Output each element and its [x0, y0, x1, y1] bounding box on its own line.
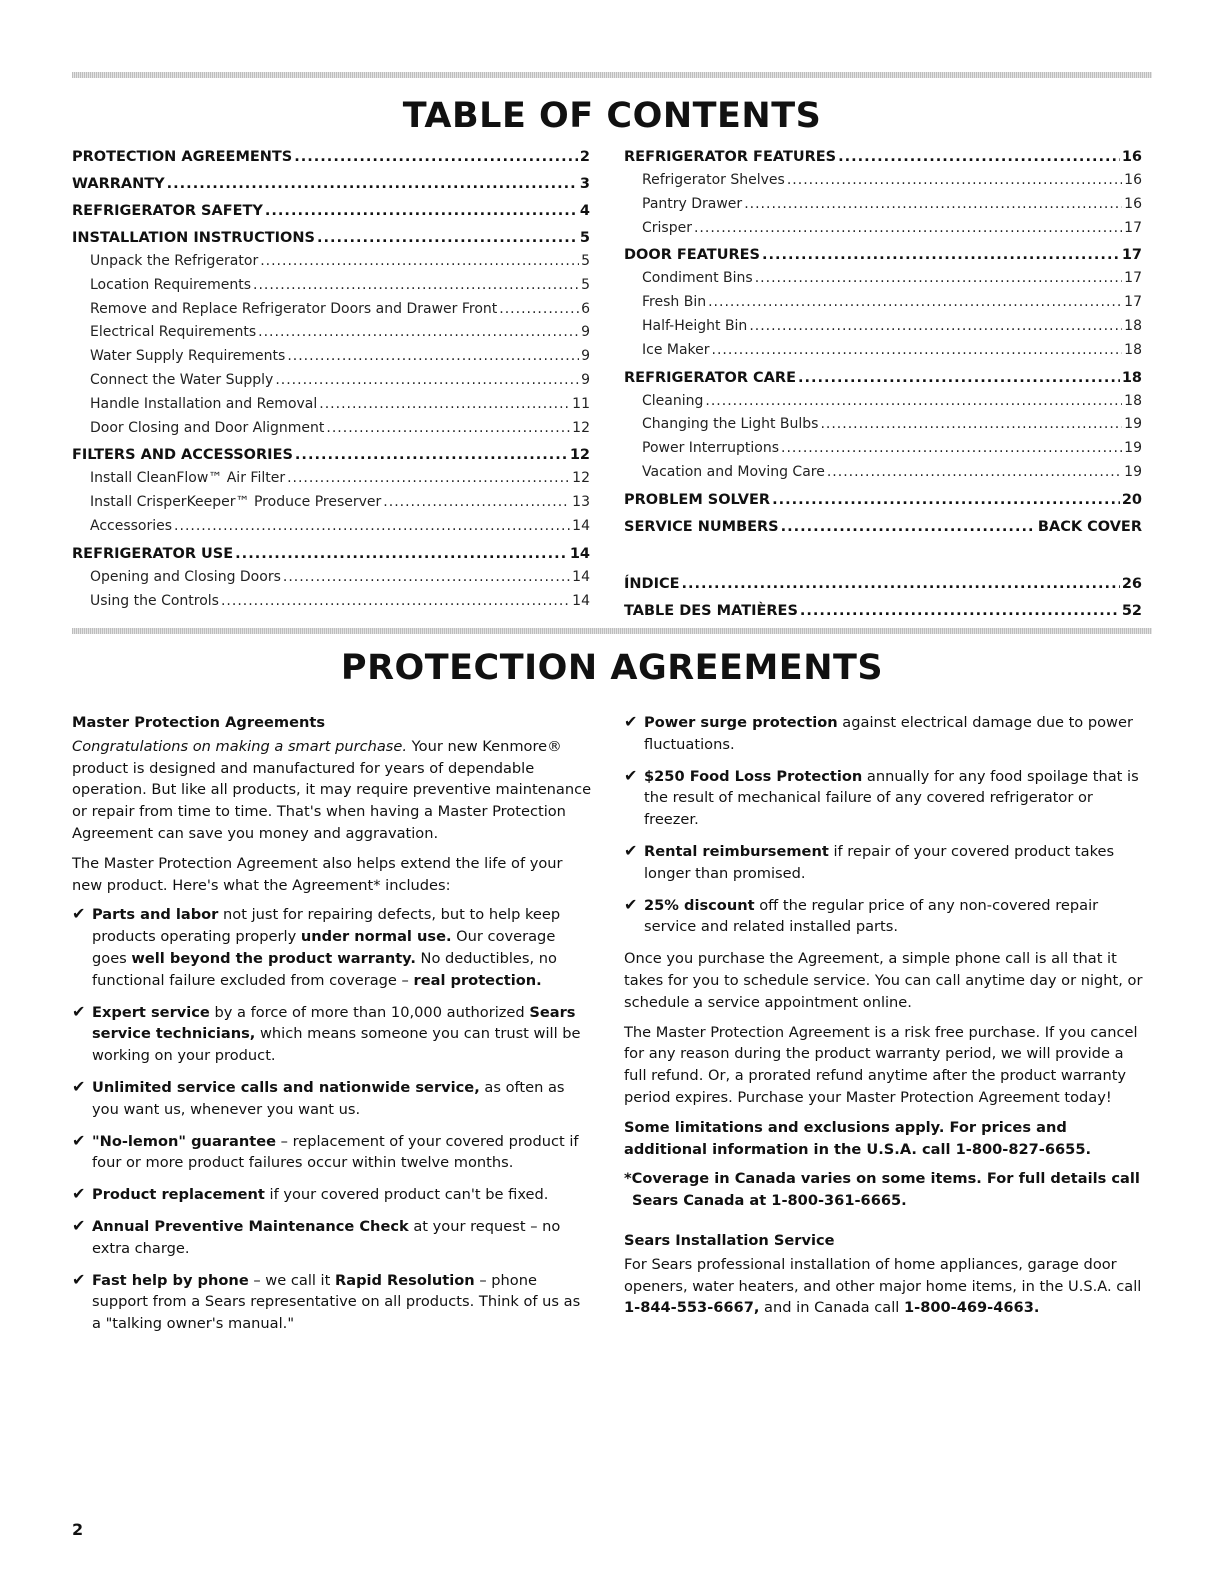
benefit-item [624, 766, 1144, 831]
toc-leader-dots [317, 226, 578, 250]
toc-entry-label: Electrical Requirements [90, 324, 257, 341]
toc-leader-dots [319, 393, 570, 417]
toc-section-entry[interactable] [72, 172, 590, 196]
toc-page-number: 26 [1121, 575, 1142, 592]
emphasis-text: 1-800-469-4663. [903, 1299, 1040, 1317]
toc-section-entry[interactable] [72, 443, 590, 467]
body-text: at your request – no extra charge. [92, 1217, 561, 1257]
checkmark-icon: ✔ [72, 1130, 86, 1150]
toc-entry-label: Install CrisperKeeper™ Produce Preserver [90, 494, 382, 511]
body-text: – we call it [248, 1271, 335, 1289]
toc-entry-label: Cleaning [642, 392, 704, 409]
body-text: – replacement of your covered product if four or more product failures occur within twelve months. [92, 1132, 579, 1172]
benefit-item [624, 841, 1144, 885]
benefit-text [644, 712, 1144, 756]
toc-page-number: 17 [1121, 247, 1142, 264]
toc-subentry[interactable] [624, 390, 1142, 414]
toc-entry-label: Power Interruptions [642, 440, 780, 457]
toc-leader-dots [798, 366, 1120, 390]
master-heading: Master Protection Agreements [72, 714, 326, 731]
toc-subentry[interactable] [624, 217, 1142, 241]
body-text: Our coverage goes [92, 928, 556, 967]
toc-leader-dots [295, 443, 568, 467]
emphasis-text: 25% discount [644, 896, 755, 914]
toc-subentry[interactable] [624, 315, 1142, 339]
protection-left-column [72, 712, 592, 1345]
toc-page-number: 2 [579, 149, 590, 165]
toc-title: TABLE OF CONTENTS [402, 96, 822, 136]
toc-leader-dots [800, 599, 1120, 623]
toc-page-number: 18 [1124, 317, 1142, 334]
benefit-text [92, 904, 592, 991]
install-paragraph [624, 1254, 1144, 1319]
toc-page-number: 18 [1124, 341, 1142, 358]
toc-entry-label: Using the Controls [90, 592, 219, 609]
canada-note: *Coverage in Canada varies on some items. For full details call Sears Canada at 1-800-361-6665. [624, 1170, 1140, 1210]
emphasis-text: Product replacement [92, 1186, 265, 1204]
intro-paragraph-2: The Master Protection Agreement also helps extend the life of your new product. Here's what the Agreement* includes: [72, 854, 563, 894]
toc-page-number: 19 [1124, 440, 1142, 457]
toc-page-number: 9 [581, 348, 590, 365]
toc-section-entry[interactable] [624, 243, 1142, 267]
toc-leader-dots [287, 467, 570, 491]
checkmark-icon: ✔ [72, 1001, 86, 1021]
toc-entry-label: Ice Maker [642, 341, 710, 358]
toc-page-number: 14 [572, 568, 590, 585]
toc-page-number: 18 [1121, 369, 1142, 386]
toc-subentry[interactable] [72, 417, 590, 441]
toc-page-number: 16 [1124, 172, 1142, 188]
emphasis-text: $250 Food Loss Protection [644, 767, 863, 785]
toc-leader-dots [708, 291, 1122, 315]
benefit-item [624, 712, 1144, 756]
toc-left-column [72, 145, 590, 613]
benefit-item [72, 1002, 592, 1067]
toc-section-entry[interactable] [72, 199, 590, 223]
toc-section-entry[interactable] [624, 145, 1142, 169]
benefit-list-left [72, 904, 592, 1335]
toc-subentry[interactable] [624, 193, 1142, 217]
benefit-text [92, 1002, 592, 1067]
toc-subentry[interactable] [624, 291, 1142, 315]
toc-subentry[interactable] [72, 515, 590, 539]
toc-section-entry[interactable] [624, 515, 1142, 539]
toc-page-number: 11 [572, 395, 590, 412]
toc-entry-label: Fresh Bin [642, 294, 707, 311]
toc-entry-label: Connect the Water Supply [90, 371, 274, 388]
toc-subentry[interactable] [624, 461, 1142, 485]
benefit-item [72, 1131, 592, 1175]
limitations-note: Some limitations and exclusions apply. For prices and additional information in the U.S.A. call 1-800-827-6655. [624, 1118, 1092, 1158]
risk-free-paragraph: The Master Protection Agreement is a risk free purchase. If you cancel for any reason during the product warranty period, we will provide a full refund. Or, a prorated refund anytime after the product warranty period expires. Purchase your Master Protection Agreement today! [624, 1023, 1138, 1106]
benefit-text [92, 1131, 592, 1175]
emphasis-text: Rental reimbursement [644, 842, 829, 860]
benefit-item [72, 1184, 592, 1206]
toc-subentry[interactable] [624, 437, 1142, 461]
toc-leader-dots [787, 169, 1122, 193]
toc-leader-dots [499, 298, 579, 322]
emphasis-text: Power surge protection [644, 714, 838, 731]
toc-entry-label: REFRIGERATOR SAFETY [72, 203, 263, 219]
toc-entry-label: DOOR FEATURES [624, 247, 760, 264]
toc-subentry[interactable] [72, 467, 590, 491]
toc-entry-label: Remove and Replace Refrigerator Doors and Drawer Front [90, 300, 498, 317]
toc-leader-dots [705, 390, 1122, 414]
toc-page-number: 19 [1124, 416, 1142, 433]
toc-right-column [624, 145, 1142, 623]
toc-page-number: 13 [572, 494, 590, 511]
toc-entry-label: FILTERS AND ACCESSORIES [72, 447, 293, 464]
toc-subentry[interactable] [624, 267, 1142, 291]
toc-leader-dots [762, 243, 1120, 267]
toc-leader-dots [221, 590, 570, 614]
toc-leader-dots [253, 274, 579, 298]
toc-subentry[interactable] [72, 345, 590, 369]
body-text: off the regular price of any non-covered repair service and related installed parts. [644, 896, 1099, 936]
toc-entry-label: INSTALLATION INSTRUCTIONS [72, 230, 315, 246]
benefit-item [72, 1216, 592, 1260]
toc-page-number: 14 [572, 592, 590, 609]
benefit-text [92, 1077, 592, 1121]
toc-leader-dots [820, 413, 1122, 437]
toc-leader-dots [167, 172, 578, 196]
toc-entry-label: PROTECTION AGREEMENTS [72, 149, 293, 165]
toc-page-number: 3 [579, 176, 590, 192]
checkmark-icon: ✔ [624, 712, 638, 731]
body-text: not just for repairing defects, but to help keep products operating properly [92, 906, 561, 946]
toc-page-number: 52 [1121, 602, 1142, 619]
toc-subentry[interactable] [72, 321, 590, 345]
toc-page-number: 14 [569, 545, 590, 562]
body-text: which means someone you can trust will be working on your product. [92, 1025, 581, 1065]
toc-entry-label: Crisper [642, 219, 692, 236]
toc-subentry[interactable] [624, 169, 1142, 193]
benefit-text [92, 1270, 592, 1335]
toc-page-number: BACK COVER [1037, 518, 1142, 535]
toc-entry-label: PROBLEM SOLVER [624, 491, 771, 508]
toc-entry-label: Unpack the Refrigerator [90, 253, 259, 269]
toc-section-entry[interactable] [72, 226, 590, 250]
checkmark-icon: ✔ [72, 1184, 86, 1204]
emphasis-text: Annual Preventive Maintenance Check [92, 1217, 409, 1235]
toc-section-entry[interactable] [624, 488, 1142, 512]
benefit-item [624, 895, 1144, 939]
toc-leader-dots [712, 339, 1123, 363]
toc-entry-label: REFRIGERATOR USE [72, 545, 234, 562]
checkmark-icon: ✔ [72, 1076, 86, 1096]
checkmark-icon: ✔ [72, 904, 86, 924]
toc-subentry[interactable] [72, 393, 590, 417]
toc-leader-dots [755, 267, 1122, 291]
toc-leader-dots [781, 515, 1036, 539]
body-text: against electrical damage due to power fluctuations. [644, 714, 1133, 753]
toc-page-number: 12 [572, 419, 590, 436]
toc-page-number: 12 [569, 447, 590, 464]
toc-entry-label: Refrigerator Shelves [642, 172, 785, 188]
toc-entry-label: REFRIGERATOR CARE [624, 369, 796, 386]
toc-subentry[interactable] [72, 250, 590, 274]
benefit-item [72, 904, 592, 991]
body-text: and in Canada call [759, 1299, 904, 1317]
toc-entry-label: Vacation and Moving Care [642, 463, 825, 480]
emphasis-text: Rapid Resolution [334, 1271, 475, 1289]
toc-page-number: 9 [581, 324, 590, 341]
toc-entry-label: Install CleanFlow™ Air Filter [90, 470, 286, 487]
toc-entry-label: SERVICE NUMBERS [624, 518, 779, 535]
toc-entry-label: Door Closing and Door Alignment [90, 419, 325, 436]
benefit-text [644, 766, 1144, 831]
emphasis-text: well beyond the product warranty. [131, 949, 416, 967]
checkmark-icon: ✔ [624, 894, 638, 914]
checkmark-icon: ✔ [624, 765, 638, 785]
toc-subentry[interactable] [72, 369, 590, 393]
toc-page-number: 19 [1124, 463, 1142, 480]
toc-page-number: 12 [572, 470, 590, 487]
toc-section-entry[interactable] [624, 599, 1142, 623]
body-text: annually for any food spoilage that is the result of mechanical failure of any covered refrigerator or freezer. [644, 767, 1139, 829]
install-heading: Sears Installation Service [624, 1231, 835, 1249]
body-text: if your covered product can't be fixed. [264, 1186, 549, 1204]
toc-entry-label: Condiment Bins [642, 270, 753, 287]
body-text: by a force of more than 10,000 authorized [209, 1003, 530, 1021]
benefit-text [92, 1184, 592, 1206]
toc-leader-dots [260, 250, 579, 274]
toc-subentry[interactable] [72, 590, 590, 614]
toc-entry-label: Handle Installation and Removal [90, 395, 318, 412]
emphasis-text: Sears service technicians, [92, 1003, 576, 1043]
toc-page-number: 17 [1124, 294, 1142, 311]
toc-entry-label: REFRIGERATOR FEATURES [624, 149, 837, 165]
toc-entry-label: Accessories [90, 517, 173, 534]
toc-leader-dots [235, 542, 568, 566]
toc-subentry[interactable] [72, 566, 590, 590]
toc-page-number: 5 [581, 276, 590, 293]
toc-leader-dots [694, 217, 1122, 241]
toc-entry-label: WARRANTY [72, 176, 165, 192]
toc-page-number: 20 [1121, 491, 1142, 508]
toc-entry-label: Half-Height Bin [642, 317, 748, 334]
emphasis-text: under normal use. [300, 928, 452, 946]
toc-page-number: 16 [1124, 195, 1142, 212]
toc-leader-dots [749, 315, 1122, 339]
toc-page-number: 5 [581, 253, 590, 269]
body-text: if repair of your covered product takes longer than promised. [644, 842, 1115, 882]
toc-page-number: 4 [579, 203, 590, 219]
toc-leader-dots [287, 345, 579, 369]
toc-section-entry[interactable] [72, 542, 590, 566]
toc-entry-label: Opening and Closing Doors [90, 568, 281, 585]
toc-leader-dots [265, 199, 578, 223]
toc-entry-label: ÍNDICE [624, 575, 680, 592]
toc-subentry[interactable] [72, 274, 590, 298]
protection-right-column [624, 712, 1144, 1327]
checkmark-icon: ✔ [72, 1269, 86, 1289]
body-text: No deductibles, no functional failure excluded from coverage – [92, 949, 557, 989]
toc-page-number: 17 [1124, 270, 1142, 287]
toc-leader-dots [682, 572, 1120, 596]
purchase-paragraph: Once you purchase the Agreement, a simple phone call is all that it takes for you to schedule service. You can call anytime day or night, or schedule a service appointment online. [624, 950, 1143, 1011]
toc-entry-label: Pantry Drawer [642, 195, 743, 212]
toc-page-number: 9 [581, 371, 590, 388]
toc-page-number: 6 [581, 300, 590, 317]
toc-section-entry[interactable] [624, 572, 1142, 596]
toc-page-number: 18 [1124, 392, 1142, 409]
toc-entry-label: Water Supply Requirements [90, 348, 286, 365]
checkmark-icon: ✔ [72, 1215, 86, 1235]
emphasis-text: 1-844-553-6667, [624, 1299, 760, 1317]
emphasis-text: "No-lemon" guarantee [92, 1132, 276, 1150]
toc-leader-dots [744, 193, 1122, 217]
toc-leader-dots [275, 369, 579, 393]
middle-divider [72, 628, 1152, 634]
toc-spacer [624, 539, 1142, 569]
emphasis-text: Parts and labor [92, 906, 219, 924]
toc-leader-dots [326, 417, 570, 441]
checkmark-icon: ✔ [624, 840, 638, 860]
toc-leader-dots [827, 461, 1122, 485]
toc-page-number: 5 [579, 230, 590, 246]
toc-subentry[interactable] [624, 413, 1142, 437]
toc-subentry[interactable] [72, 298, 590, 322]
toc-subentry[interactable] [624, 339, 1142, 363]
toc-entry-label: TABLE DES MATIÈRES [624, 602, 798, 619]
toc-leader-dots [838, 145, 1120, 169]
body-text: For Sears professional installation of home appliances, garage door openers, water heaters, and other major home items, in the U.S.A. call [624, 1255, 1142, 1295]
top-divider [72, 72, 1152, 78]
toc-subentry[interactable] [72, 491, 590, 515]
toc-leader-dots [781, 437, 1122, 461]
toc-page-number: 17 [1124, 219, 1142, 236]
intro-paragraph: Congratulations on making a smart purchase. Your new Kenmore® product is designed and manufactured for years of dependable operation. But like all products, it may require preventive maintenance or repair from time to time. That's when having a Master Protection Agreement can save you money and aggravation. [72, 737, 592, 842]
body-text: – phone support from a Sears representative on all products. Think of us as a "talking owner's manual." [92, 1271, 581, 1333]
benefit-text [644, 895, 1144, 939]
toc-entry-label: Location Requirements [90, 276, 251, 293]
toc-leader-dots [258, 321, 579, 345]
benefit-text [92, 1216, 592, 1260]
toc-section-entry[interactable] [624, 366, 1142, 390]
benefit-item [72, 1077, 592, 1121]
emphasis-text: Expert service [92, 1003, 210, 1021]
toc-leader-dots [383, 491, 570, 515]
body-text: as often as you want us, whenever you want us. [92, 1078, 565, 1118]
toc-leader-dots [294, 145, 578, 169]
toc-leader-dots [283, 566, 570, 590]
emphasis-text: real protection. [413, 971, 542, 989]
toc-section-entry[interactable] [72, 145, 590, 169]
protection-title: PROTECTION AGREEMENTS [340, 648, 884, 688]
emphasis-text: Fast help by phone [92, 1271, 249, 1289]
toc-entry-label: Changing the Light Bulbs [642, 416, 819, 433]
benefit-item [72, 1270, 592, 1335]
toc-leader-dots [174, 515, 570, 539]
toc-page-number: 14 [572, 517, 590, 534]
benefit-text [644, 841, 1144, 885]
toc-page-number: 16 [1121, 149, 1142, 165]
page-number: 2 [72, 1520, 84, 1539]
toc-leader-dots [772, 488, 1120, 512]
emphasis-text: Unlimited service calls and nationwide service, [92, 1078, 480, 1096]
benefit-list-right [624, 712, 1144, 938]
